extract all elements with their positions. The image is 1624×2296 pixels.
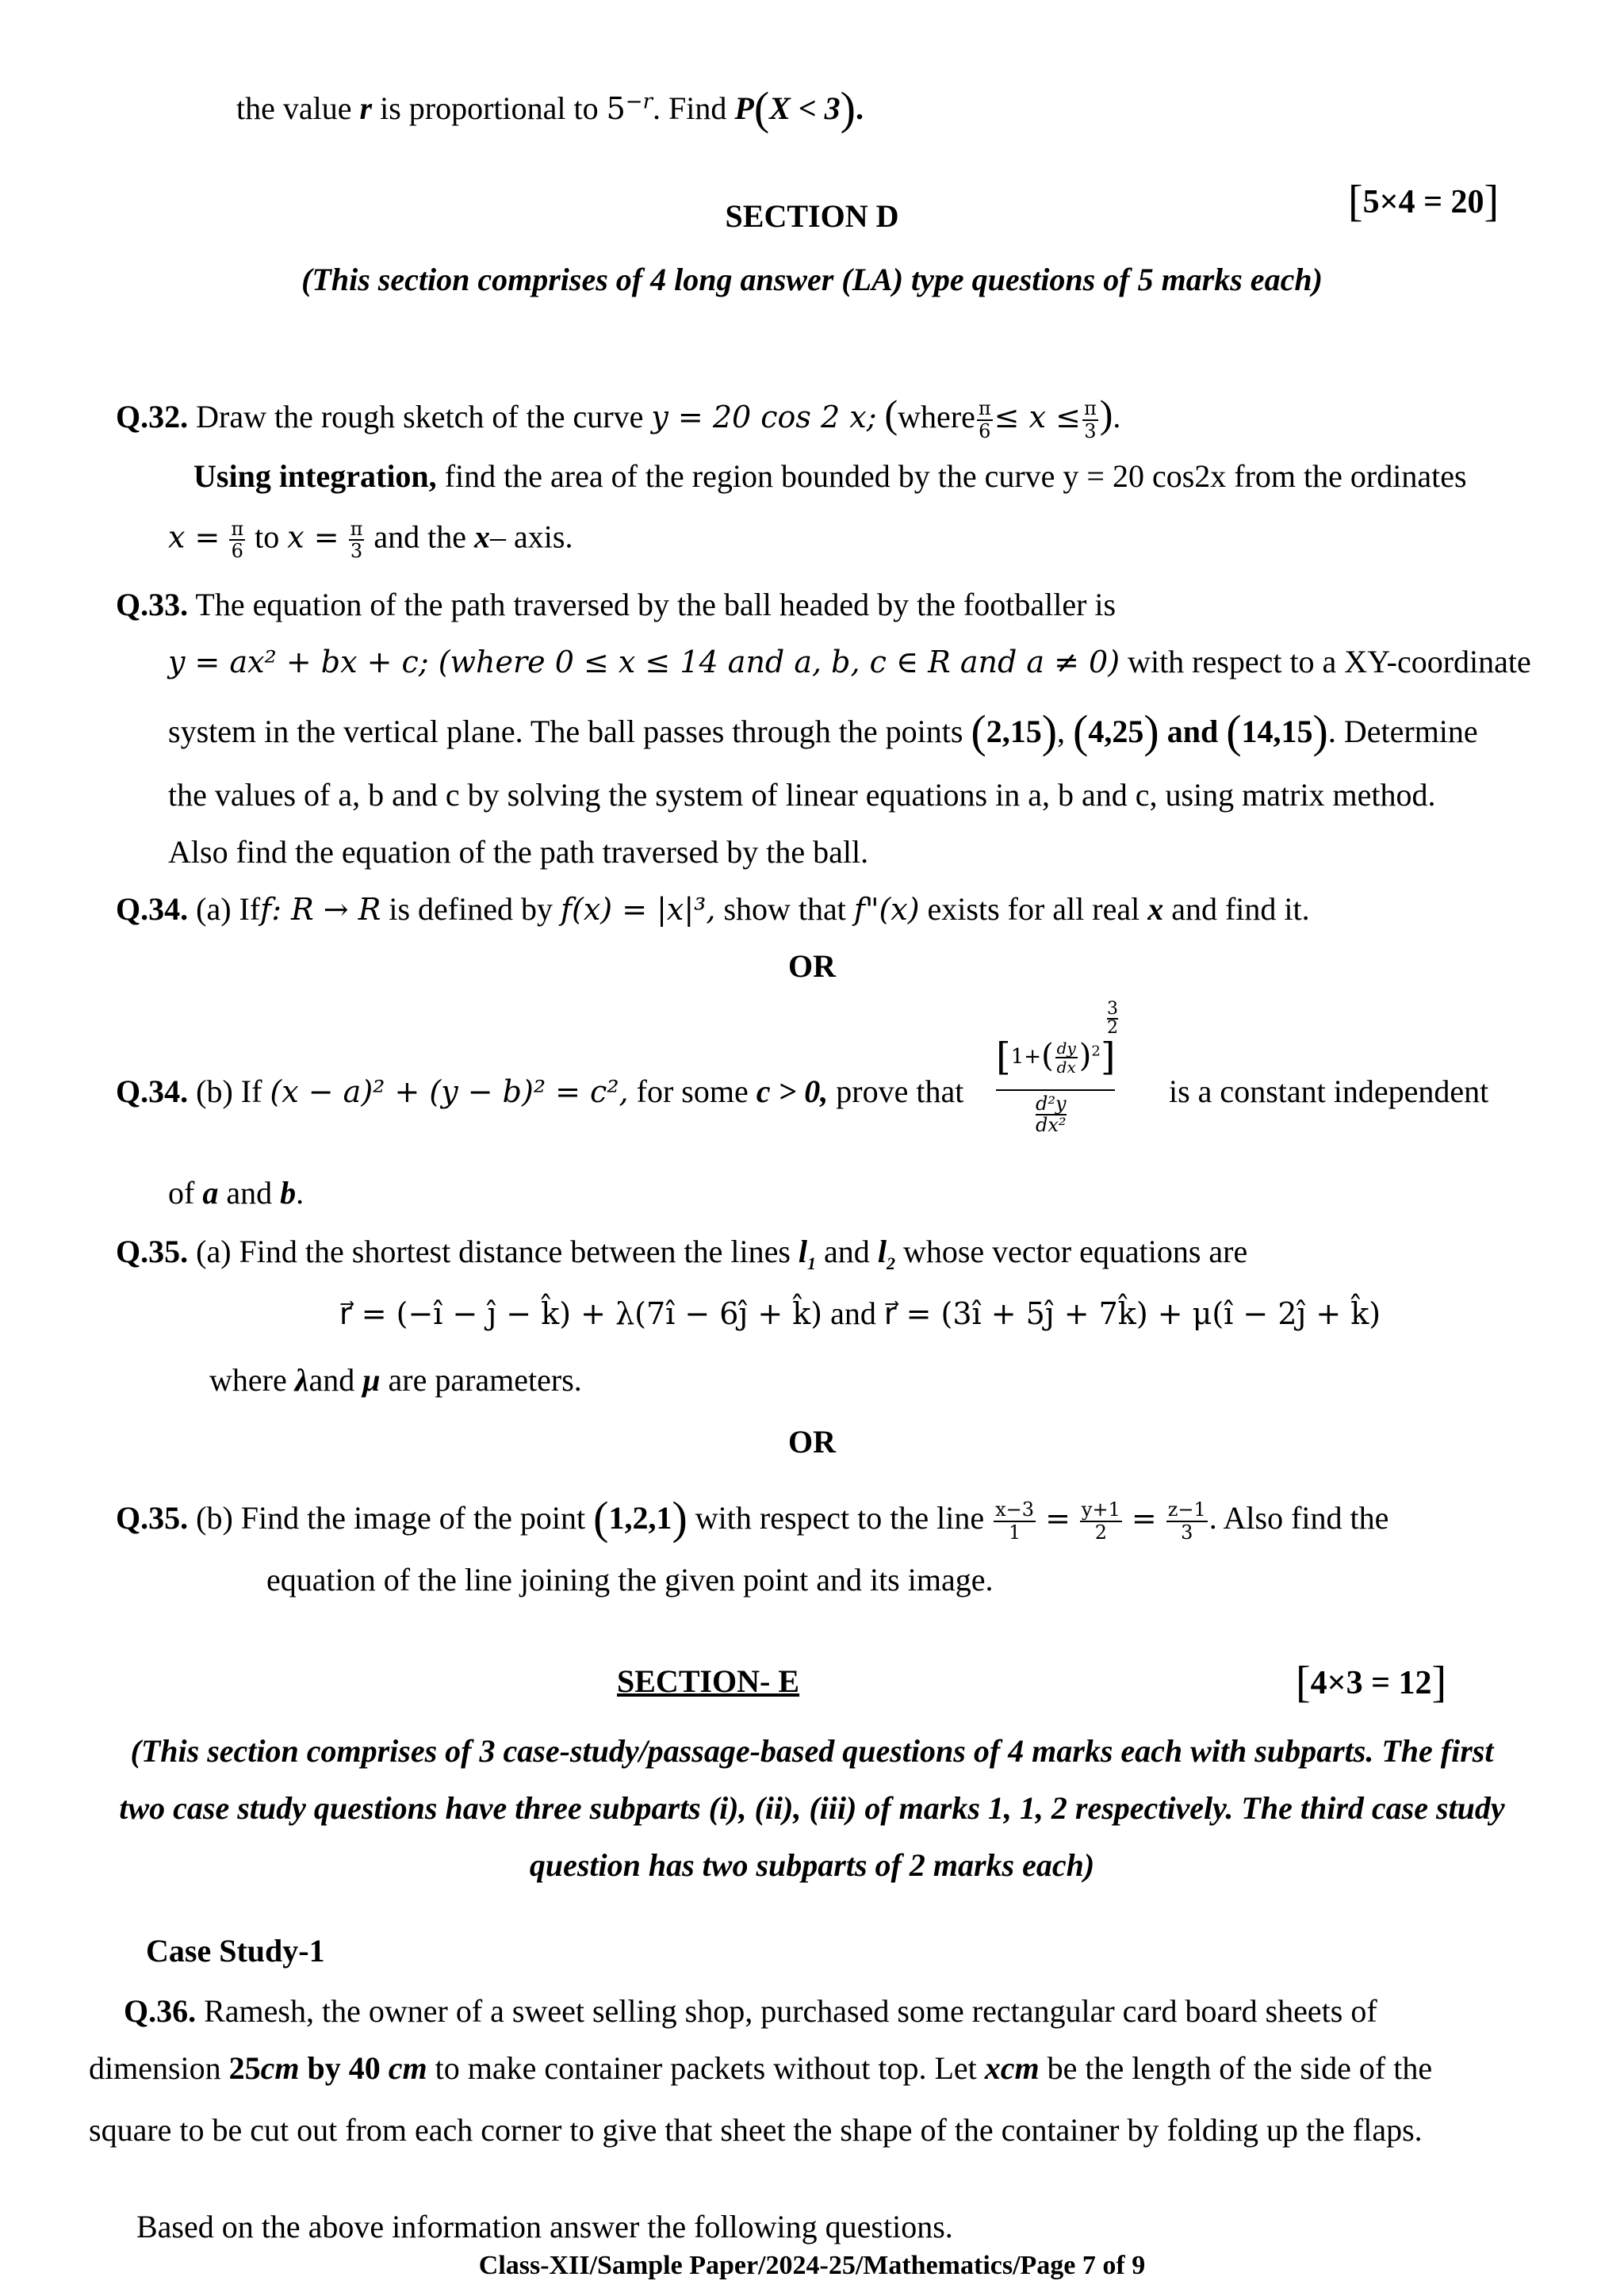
q34b-line2: of a and b. — [168, 1175, 304, 1211]
q33-line3: system in the vertical plane. The ball passes through the points (2,15), (4,25) and (14,15). Determine — [168, 706, 1478, 757]
fraction-numerator: [1+( $\frac{dy}{dx}$ )$^2$] — [996, 1035, 1116, 1079]
q33-line1: Q.33. The equation of the path traversed by the ball headed by the footballer is — [116, 587, 1116, 622]
section-e-desc-line1: (This section comprises of 3 case-study/passage-based questions of 4 marks each with subparts. The first — [130, 1733, 1494, 1769]
question-number: Q.32. — [116, 399, 189, 434]
question-number: Q.33. — [116, 587, 189, 622]
q32-line1: Q.32. Draw the rough sketch of the curve y = 20 cos 2 x; (where $\frac{\pi}{6}$ ≤ x ≤ $\frac{\pi}{3}$ ). — [116, 392, 1121, 442]
q35b-line2: equation of the line joining the given point and its image. — [266, 1562, 994, 1598]
case-study-title: Case Study-1 — [146, 1933, 325, 1969]
question-number: Q.35. — [116, 1234, 189, 1269]
or-divider-2: OR — [788, 1424, 836, 1460]
page-footer: Class-XII/Sample Paper/2024-25/Mathematics/Page 7 of 9 — [478, 2251, 1146, 2280]
or-divider-1: OR — [788, 948, 836, 984]
q34a-line: Q.34. (a) Iff: R → R is defined by f(x) = |x|³, show that f"(x) exists for all real x and find it. — [116, 891, 1310, 927]
section-e-title: SECTION- E — [617, 1663, 800, 1699]
q36-line1: Q.36. Ramesh, the owner of a sweet selling shop, purchased some rectangular card board sheets of — [124, 1993, 1377, 2029]
q35a-line3: where λand μ are parameters. — [209, 1362, 582, 1398]
fraction-denominator: d²y dx² — [1036, 1093, 1067, 1137]
section-e-desc-line2: two case study questions have three subparts (i), (ii), (iii) of marks 1, 1, 2 respectively. The third case study — [119, 1790, 1505, 1826]
section-e-marks: [4×3 = 12] — [1296, 1658, 1447, 1707]
q34b-line1: Q.34. (b) If (x − a)² + (y − b)² = c², for some c > 0, prove that — [116, 1073, 964, 1109]
section-e-desc-line3: question has two subparts of 2 marks each) — [529, 1847, 1095, 1883]
q33-line2: y = ax² + bx + c; (where 0 ≤ x ≤ 14 and a, b, c ∈ R and a ≠ 0) with respect to a XY-coordinate — [168, 644, 1531, 679]
q32-line3: x = $\frac{\pi}{6}$ to x = $\frac{\pi}{3}$ and the x– axis. — [168, 518, 573, 563]
q35b-line1: Q.35. (b) Find the image of the point (1,2,1) with respect to the line $\frac{x-3}{1}$ = $\frac{y+1}{2}$ = $\frac{z-1}{3}$ . Also find the — [116, 1492, 1389, 1544]
q33-line4: the values of a, b and c by solving the system of linear equations in a, b and c, using matrix method. — [168, 777, 1436, 813]
q35a-equations: r⃗ = (−î − ĵ − k̂) + λ(7î − 6ĵ + k̂) and r⃗ = (3î + 5ĵ + 7k̂) + μ(î − 2ĵ + k̂) — [339, 1295, 1381, 1331]
q32-line2: Using integration, find the area of the region bounded by the curve y = 20 cos2x from the ordinates — [193, 458, 1467, 494]
question-number: Q.36. — [124, 1993, 197, 2029]
q34b-line1-tail: is a constant independent — [1169, 1073, 1489, 1109]
q36-line2: dimension 25cm by 40 cm to make container packets without top. Let xcm be the length of the side of the — [89, 2050, 1433, 2086]
fraction-exponent: 3 2 — [1107, 999, 1118, 1038]
q33-line5: Also find the equation of the path traversed by the ball. — [168, 834, 869, 870]
q36-line4: Based on the above information answer the following questions. — [136, 2209, 953, 2244]
q36-line3: square to be cut out from each corner to give that sheet the shape of the container by folding up the flaps. — [89, 2112, 1423, 2148]
top-question-tail: the value r is proportional to $5^{-r}$. Find P(X < 3). — [236, 82, 864, 134]
question-number: Q.34. — [116, 891, 189, 927]
section-d-title: SECTION D — [725, 198, 899, 234]
section-d-description: (This section comprises of 4 long answer (LA) type questions of 5 marks each) — [301, 262, 1323, 297]
section-d-marks: [5×4 = 20] — [1348, 177, 1500, 226]
question-number: Q.34. — [116, 1073, 189, 1109]
question-number: Q.35. — [116, 1500, 189, 1536]
q35a-line1: Q.35. (a) Find the shortest distance between the lines $l_1$ and $l_2$ whose vector equations are — [116, 1234, 1248, 1273]
